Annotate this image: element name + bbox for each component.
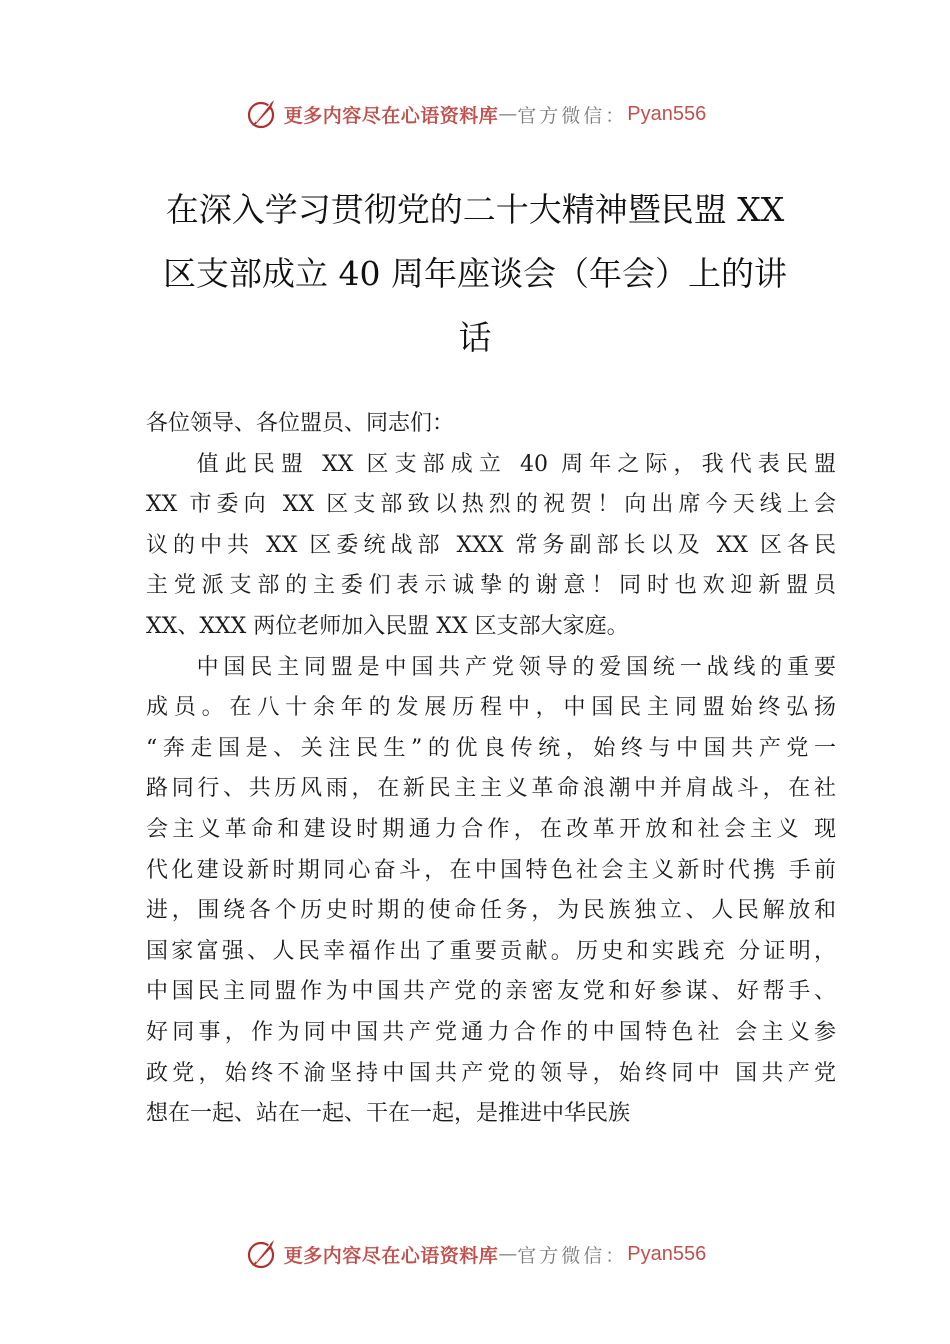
quill-pen-icon bbox=[244, 1236, 280, 1272]
banner-wechat-label: 官方微信： bbox=[517, 104, 628, 127]
text-line: 主党派支部的主委们表示诚挚的谢意！同时也欢迎新盟员 bbox=[146, 573, 836, 599]
text-line: 国家富强、人民幸福作出了重要贡献。历史和实践充 分证明， bbox=[146, 938, 836, 964]
text-line: XX、XXX 两位老师加入民盟 XX 区支部大家庭。 bbox=[146, 613, 629, 639]
text-line: 政党，始终不渝坚持中国共产党的领导，始终同中 国共产党 bbox=[146, 1060, 836, 1086]
text-line: 进，围绕各个历史时期的使命任务，为民族独立、人民解放和 bbox=[146, 898, 836, 924]
paragraph-2 bbox=[146, 648, 836, 1135]
title-line: 在深入学习贯彻党的二十大精神暨民盟 XX bbox=[165, 190, 785, 229]
text-line: 议的中共 XX 区委统战部 XXX 常务副部长以及 XX 区各民 bbox=[146, 532, 836, 558]
text-line: 值此民盟 XX 区支部成立 40 周年之际，我代表民盟 bbox=[196, 451, 836, 477]
text-line: XX 市委向 XX 区支部致以热烈的祝贺！向出席今天线上会 bbox=[146, 492, 836, 518]
banner-wechat-label: 官方微信： bbox=[517, 1244, 628, 1267]
document-title bbox=[120, 178, 830, 370]
text-line: 想在一起、站在一起、干在一起，是推进中华民族 bbox=[146, 1101, 631, 1127]
title-line: 区支部成立 40 周年座谈会（年会）上的讲 bbox=[163, 254, 787, 293]
text-line: 好同事，作为同中国共产党通力合作的中国特色社 会主义参 bbox=[146, 1019, 836, 1045]
text-line: “奔走国是、关注民生”的优良传统，始终与中国共产党一 bbox=[146, 735, 836, 761]
document-body bbox=[146, 404, 836, 1135]
text-line: 中国民主同盟是中国共产党领导的爱国统一战线的重要 bbox=[196, 654, 836, 680]
banner-separator: — bbox=[498, 103, 518, 125]
text-line: 中国民主同盟作为中国共产党的亲密友党和好参谋、好帮手、 bbox=[146, 979, 836, 1005]
title-line: 话 bbox=[458, 318, 492, 357]
greeting: 各位领导、各位盟员、同志们： bbox=[146, 411, 455, 436]
header-banner bbox=[0, 94, 950, 134]
footer-banner bbox=[0, 1234, 950, 1274]
text-line: 路同行、共历风雨，在新民主主义革命浪潮中并肩战斗，在社 bbox=[146, 776, 836, 802]
banner-main-text: 更多内容尽在心语资料库 bbox=[283, 1244, 499, 1267]
banner-wechat-id: Pyan556 bbox=[627, 102, 707, 125]
text-line: 成员。在八十余年的发展历程中，中国民主同盟始终弘扬 bbox=[146, 695, 836, 721]
text-line: 会主义革命和建设时期通力合作，在改革开放和社会主义 现 bbox=[146, 816, 836, 842]
text-line: 代化建设新时期同心奋斗，在中国特色社会主义新时代携 手前 bbox=[146, 857, 836, 883]
banner-wechat-id: Pyan556 bbox=[627, 1242, 707, 1265]
paragraph-1 bbox=[146, 445, 836, 648]
banner-main-text: 更多内容尽在心语资料库 bbox=[283, 104, 499, 127]
quill-pen-icon bbox=[244, 96, 280, 132]
banner-separator: — bbox=[498, 1243, 518, 1265]
